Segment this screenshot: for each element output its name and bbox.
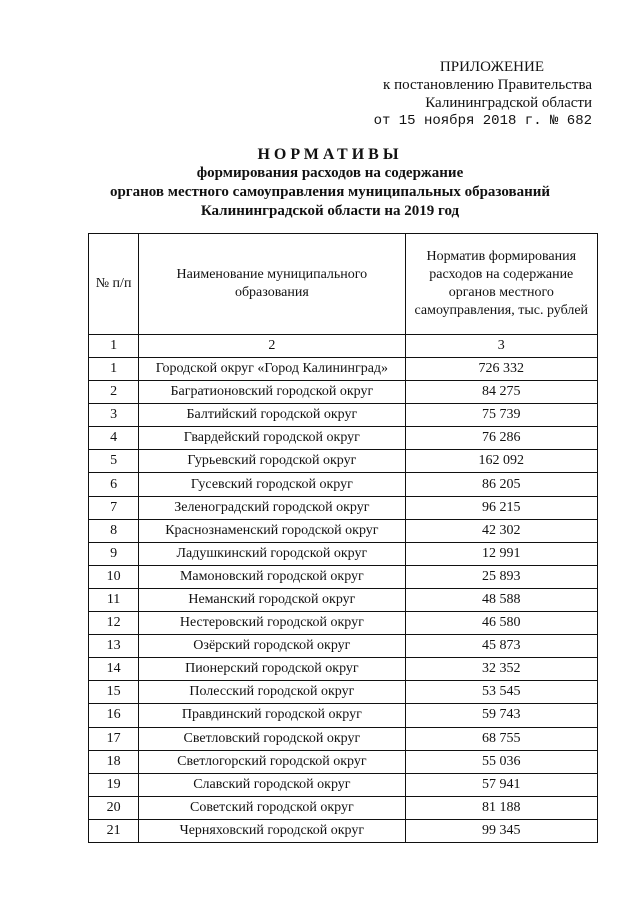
table-row bbox=[89, 635, 598, 658]
municipality-name: Мамоновский городской округ bbox=[139, 565, 405, 588]
heading-line-3: Калининградской области на 2019 год bbox=[200, 203, 460, 219]
table-row bbox=[89, 773, 598, 796]
municipality-name: Озёрский городской округ bbox=[139, 635, 405, 658]
row-number: 11 bbox=[89, 588, 139, 611]
row-number: 3 bbox=[89, 404, 139, 427]
norm-value: 86 205 bbox=[405, 473, 597, 496]
table-row bbox=[89, 612, 598, 635]
municipality-name: Балтийский городской округ bbox=[139, 404, 405, 427]
table-row bbox=[89, 565, 598, 588]
appendix-date: от 15 ноября 2018 г. № 682 bbox=[373, 113, 592, 129]
norm-value: 75 739 bbox=[405, 404, 597, 427]
column-number-2: 2 bbox=[139, 335, 405, 358]
municipality-name: Советский городской округ bbox=[139, 796, 405, 819]
municipality-name: Славский городской округ bbox=[139, 773, 405, 796]
norm-value: 45 873 bbox=[405, 635, 597, 658]
table-row bbox=[89, 704, 598, 727]
column-number-1: 1 bbox=[89, 335, 139, 358]
norm-value: 46 580 bbox=[405, 612, 597, 635]
norm-value: 99 345 bbox=[405, 819, 597, 842]
norm-value: 48 588 bbox=[405, 588, 597, 611]
municipality-name: Нестеровский городской округ bbox=[139, 612, 405, 635]
appendix-line-2: Калининградской области bbox=[425, 95, 592, 111]
table-header-row bbox=[89, 234, 598, 335]
row-number: 16 bbox=[89, 704, 139, 727]
table-row bbox=[89, 658, 598, 681]
table-row bbox=[89, 450, 598, 473]
norm-value: 726 332 bbox=[405, 358, 597, 381]
table-row bbox=[89, 519, 598, 542]
row-number: 12 bbox=[89, 612, 139, 635]
row-number: 5 bbox=[89, 450, 139, 473]
row-number: 18 bbox=[89, 750, 139, 773]
municipality-name: Гвардейский городской округ bbox=[139, 427, 405, 450]
table-row bbox=[89, 381, 598, 404]
header-name: Наименование муниципального образования bbox=[139, 234, 405, 335]
row-number: 1 bbox=[89, 358, 139, 381]
norm-value: 32 352 bbox=[405, 658, 597, 681]
column-number-3: 3 bbox=[405, 335, 597, 358]
norm-value: 25 893 bbox=[405, 565, 597, 588]
municipality-name: Ладушкинский городской округ bbox=[139, 542, 405, 565]
municipality-name: Полесский городской округ bbox=[139, 681, 405, 704]
norms-table bbox=[88, 233, 598, 843]
row-number: 4 bbox=[89, 427, 139, 450]
norm-value: 162 092 bbox=[405, 450, 597, 473]
header-number: № п/п bbox=[89, 234, 139, 335]
municipality-name: Пионерский городской округ bbox=[139, 658, 405, 681]
row-number: 7 bbox=[89, 496, 139, 519]
row-number: 21 bbox=[89, 819, 139, 842]
row-number: 15 bbox=[89, 681, 139, 704]
heading-line-1: формирования расходов на содержание bbox=[196, 165, 464, 181]
row-number: 2 bbox=[89, 381, 139, 404]
row-number: 9 bbox=[89, 542, 139, 565]
table-row bbox=[89, 750, 598, 773]
norm-value: 53 545 bbox=[405, 681, 597, 704]
table-row bbox=[89, 427, 598, 450]
municipality-name: Гусевский городской округ bbox=[139, 473, 405, 496]
municipality-name: Светлогорский городской округ bbox=[139, 750, 405, 773]
table-row bbox=[89, 681, 598, 704]
norm-value: 12 991 bbox=[405, 542, 597, 565]
row-number: 13 bbox=[89, 635, 139, 658]
appendix-line-1: к постановлению Правительства bbox=[383, 77, 592, 93]
table-row bbox=[89, 727, 598, 750]
municipality-name: Черняховский городской округ bbox=[139, 819, 405, 842]
column-number-row bbox=[89, 335, 598, 358]
norm-value: 42 302 bbox=[405, 519, 597, 542]
municipality-name: Правдинский городской округ bbox=[139, 704, 405, 727]
document-heading bbox=[40, 145, 620, 221]
table-row bbox=[89, 542, 598, 565]
norm-value: 76 286 bbox=[405, 427, 597, 450]
municipality-name: Городской округ «Город Калининград» bbox=[139, 358, 405, 381]
row-number: 17 bbox=[89, 727, 139, 750]
row-number: 6 bbox=[89, 473, 139, 496]
row-number: 14 bbox=[89, 658, 139, 681]
table-row bbox=[89, 588, 598, 611]
norm-value: 68 755 bbox=[405, 727, 597, 750]
appendix-block bbox=[332, 58, 592, 130]
municipality-name: Неманский городской округ bbox=[139, 588, 405, 611]
table-row bbox=[89, 404, 598, 427]
norm-value: 57 941 bbox=[405, 773, 597, 796]
municipality-name: Зеленоградский городской округ bbox=[139, 496, 405, 519]
header-norm: Норматив формирования расходов на содержание органов местного самоуправления, тыс. рублей bbox=[405, 234, 597, 335]
table-row bbox=[89, 819, 598, 842]
municipality-name: Краснознаменский городской округ bbox=[139, 519, 405, 542]
table-row bbox=[89, 358, 598, 381]
table-row bbox=[89, 473, 598, 496]
municipality-name: Светловский городской округ bbox=[139, 727, 405, 750]
municipality-name: Гурьевский городской округ bbox=[139, 450, 405, 473]
appendix-title: ПРИЛОЖЕНИЕ bbox=[439, 59, 544, 75]
municipality-name: Багратионовский городской округ bbox=[139, 381, 405, 404]
row-number: 20 bbox=[89, 796, 139, 819]
norm-value: 96 215 bbox=[405, 496, 597, 519]
norm-value: 81 188 bbox=[405, 796, 597, 819]
row-number: 10 bbox=[89, 565, 139, 588]
row-number: 19 bbox=[89, 773, 139, 796]
heading-title: НОРМАТИВЫ bbox=[257, 146, 403, 163]
norm-value: 59 743 bbox=[405, 704, 597, 727]
heading-line-2: органов местного самоуправления муниципальных образований bbox=[109, 184, 551, 200]
table-row bbox=[89, 496, 598, 519]
row-number: 8 bbox=[89, 519, 139, 542]
norm-value: 55 036 bbox=[405, 750, 597, 773]
norm-value: 84 275 bbox=[405, 381, 597, 404]
table-row bbox=[89, 796, 598, 819]
